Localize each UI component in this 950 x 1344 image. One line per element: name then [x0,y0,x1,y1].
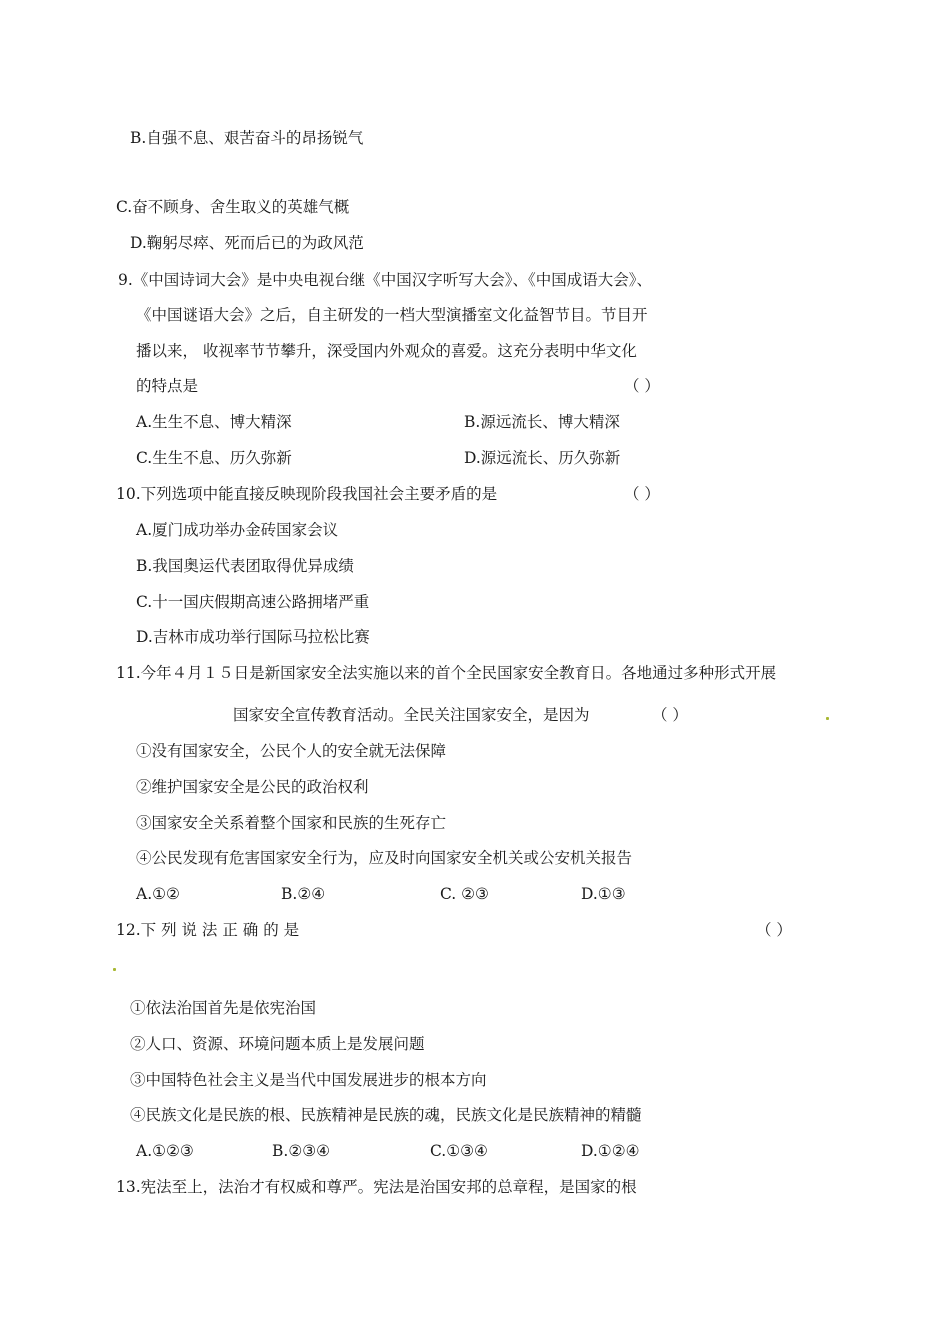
q11-option-b: B.②④ [281,885,326,903]
q8-option-d: D.鞠躬尽瘁、死而后已的为政风范 [130,234,364,252]
q13-stem: 13.宪法至上，法治才有权威和尊严。宪法是治国安邦的总章程，是国家的根 [116,1178,637,1196]
q9-stem-line-1: 9.《中国诗词大会》是中央电视台继《中国汉字听写大会》、《中国成语大会》、 [118,271,653,289]
scan-speck [113,968,116,971]
q9-stem-line-3: 播以来， 收视率节节攀升，深受国内外观众的喜爱。这充分表明中华文化 [136,342,637,360]
q12-item-4: ④民族文化是民族的根、民族精神是民族的魂，民族文化是民族精神的精髓 [130,1106,642,1124]
q12-option-d: D.①②④ [581,1142,640,1160]
scan-speck [826,717,829,720]
q8-option-c: C.奋不顾身、舍生取义的英雄气概 [116,198,350,216]
q9-answer-parentheses: （ ） [624,377,660,395]
q9-option-b: B.源远流长、博大精深 [464,413,620,431]
q10-option-a: A.厦门成功举办金砖国家会议 [136,521,339,539]
q11-stem-line-1: 11.今年４月１５日是新国家安全法实施以来的首个全民国家安全教育日。各地通过多种形式开展 [116,664,777,682]
q10-answer-parentheses: （ ） [624,485,660,503]
q11-item-2: ②维护国家安全是公民的政治权利 [136,778,369,796]
q12-stem: 12.下 列 说 法 正 确 的 是 [116,921,300,939]
q9-stem-line-2: 《中国谜语大会》之后，自主研发的一档大型演播室文化益智节目。节目开 [136,306,648,324]
q11-item-3: ③国家安全关系着整个国家和民族的生死存亡 [136,814,447,832]
q10-stem: 10.下列选项中能直接反映现阶段我国社会主要矛盾的是 [116,485,498,503]
q12-option-b: B.②③④ [272,1142,331,1160]
q12-item-1: ①依法治国首先是依宪治国 [130,999,317,1017]
q12-answer-parentheses: （ ） [756,921,792,939]
q9-option-d: D.源远流长、历久弥新 [464,449,621,467]
q11-option-a: A.①② [136,885,180,903]
q9-option-c: C.生生不息、历久弥新 [136,449,292,467]
q11-option-d: D.①③ [581,885,626,903]
q11-item-4: ④公民发现有危害国家安全行为，应及时向国家安全机关或公安机关报告 [136,849,633,867]
q12-item-3: ③中国特色社会主义是当代中国发展进步的根本方向 [130,1071,487,1089]
q10-option-d: D.吉林市成功举行国际马拉松比赛 [136,628,370,646]
q12-item-2: ②人口、资源、环境问题本质上是发展问题 [130,1035,425,1053]
q8-option-b: B.自强不息、艰苦奋斗的昂扬锐气 [130,129,364,147]
q12-option-c: C.①③④ [430,1142,488,1160]
q11-item-1: ①没有国家安全，公民个人的安全就无法保障 [136,742,447,760]
q11-answer-parentheses: （ ） [652,706,688,724]
q11-option-c: C. ②③ [440,885,489,903]
q11-stem-line-2: 国家安全宣传教育活动。全民关注国家安全，是因为 [233,706,590,724]
q9-stem-line-4: 的特点是 [136,377,199,395]
q12-option-a: A.①②③ [136,1142,194,1160]
q10-option-b: B.我国奥运代表团取得优异成绩 [136,557,354,575]
q10-option-c: C.十一国庆假期高速公路拥堵严重 [136,593,370,611]
q9-option-a: A.生生不息、博大精深 [136,413,292,431]
